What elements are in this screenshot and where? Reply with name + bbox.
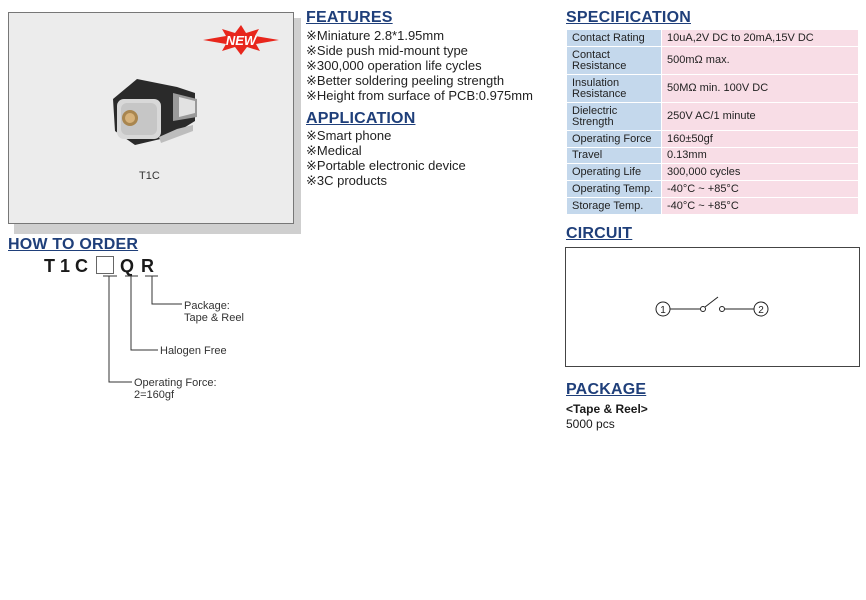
- list-item: ※Portable electronic device: [306, 158, 466, 173]
- force-label: Operating Force:: [134, 377, 217, 389]
- code-r: R: [141, 256, 156, 276]
- circuit-heading: CIRCUIT: [566, 225, 633, 242]
- package-value: Tape & Reel: [184, 312, 244, 324]
- spec-value: 50MΩ min. 100V DC: [662, 75, 859, 103]
- application-heading: APPLICATION: [306, 110, 416, 127]
- list-item: ※Miniature 2.8*1.95mm: [306, 28, 445, 43]
- spec-value: 10uA,2V DC to 20mA,15V DC: [662, 30, 859, 47]
- halogen-note: Halogen Free: [160, 345, 227, 357]
- code-prefix: T1C: [44, 256, 94, 276]
- table-row: [567, 198, 859, 215]
- t1c-switch-icon: [113, 79, 197, 145]
- package-label: Package:: [184, 300, 230, 312]
- application-list: [306, 128, 466, 188]
- product-photo-box: [8, 12, 294, 224]
- spec-value: -40°C ~ +85°C: [662, 198, 859, 215]
- product-photo: [9, 13, 293, 223]
- spec-key: Operating Temp.: [567, 181, 662, 198]
- table-row: [567, 103, 859, 131]
- spec-key: Travel: [567, 148, 662, 164]
- list-item: ※Better soldering peeling strength: [306, 73, 505, 88]
- spec-value: 160±50gf: [662, 131, 859, 148]
- list-item: ※Medical: [306, 143, 362, 158]
- table-row: [567, 164, 859, 181]
- order-leader-lines: [100, 274, 190, 386]
- table-row: [567, 75, 859, 103]
- force-value: 2=160gf: [134, 389, 175, 401]
- terminal-2-label: 2: [758, 305, 764, 316]
- svg-text:NEW: NEW: [225, 33, 257, 48]
- list-item: ※Height from surface of PCB:0.975mm: [306, 88, 533, 103]
- package-quantity: 5000 pcs: [566, 417, 615, 431]
- new-badge-icon: [203, 25, 279, 55]
- features-heading: FEATURES: [306, 9, 393, 26]
- spec-key: Operating Force: [567, 131, 662, 148]
- spec-key: Storage Temp.: [567, 198, 662, 215]
- spec-value: 500mΩ max.: [662, 47, 859, 75]
- terminal-1-label: 1: [660, 305, 666, 316]
- code-blank-box: [96, 256, 114, 274]
- package-note: [184, 300, 244, 324]
- spec-value: 0.13mm: [662, 148, 859, 164]
- code-q: Q: [120, 256, 136, 276]
- spec-key: Insulation Resistance: [567, 75, 662, 103]
- spec-value: 300,000 cycles: [662, 164, 859, 181]
- switch-schematic-icon: [566, 248, 859, 366]
- product-label: T1C: [139, 170, 160, 182]
- features-list: [306, 28, 533, 103]
- force-note: [134, 377, 217, 401]
- table-row: [567, 181, 859, 198]
- table-row: [567, 47, 859, 75]
- spec-value: -40°C ~ +85°C: [662, 181, 859, 198]
- package-type: <Tape & Reel>: [566, 402, 648, 416]
- specification-table: [566, 29, 859, 215]
- circuit-diagram-box: [565, 247, 860, 367]
- how-to-order-heading: HOW TO ORDER: [8, 236, 139, 253]
- spec-value: 250V AC/1 minute: [662, 103, 859, 131]
- list-item: ※Side push mid-mount type: [306, 43, 468, 58]
- list-item: ※Smart phone: [306, 128, 392, 143]
- table-row: [567, 30, 859, 47]
- spec-key: Operating Life: [567, 164, 662, 181]
- list-item: ※3C products: [306, 173, 387, 188]
- spec-key: Contact Resistance: [567, 47, 662, 75]
- table-row: [567, 148, 859, 164]
- list-item: ※300,000 operation life cycles: [306, 58, 482, 73]
- specification-heading: SPECIFICATION: [566, 9, 691, 26]
- package-heading: PACKAGE: [566, 381, 647, 398]
- spec-key: Contact Rating: [567, 30, 662, 47]
- spec-key: Dielectric Strength: [567, 103, 662, 131]
- table-row: [567, 131, 859, 148]
